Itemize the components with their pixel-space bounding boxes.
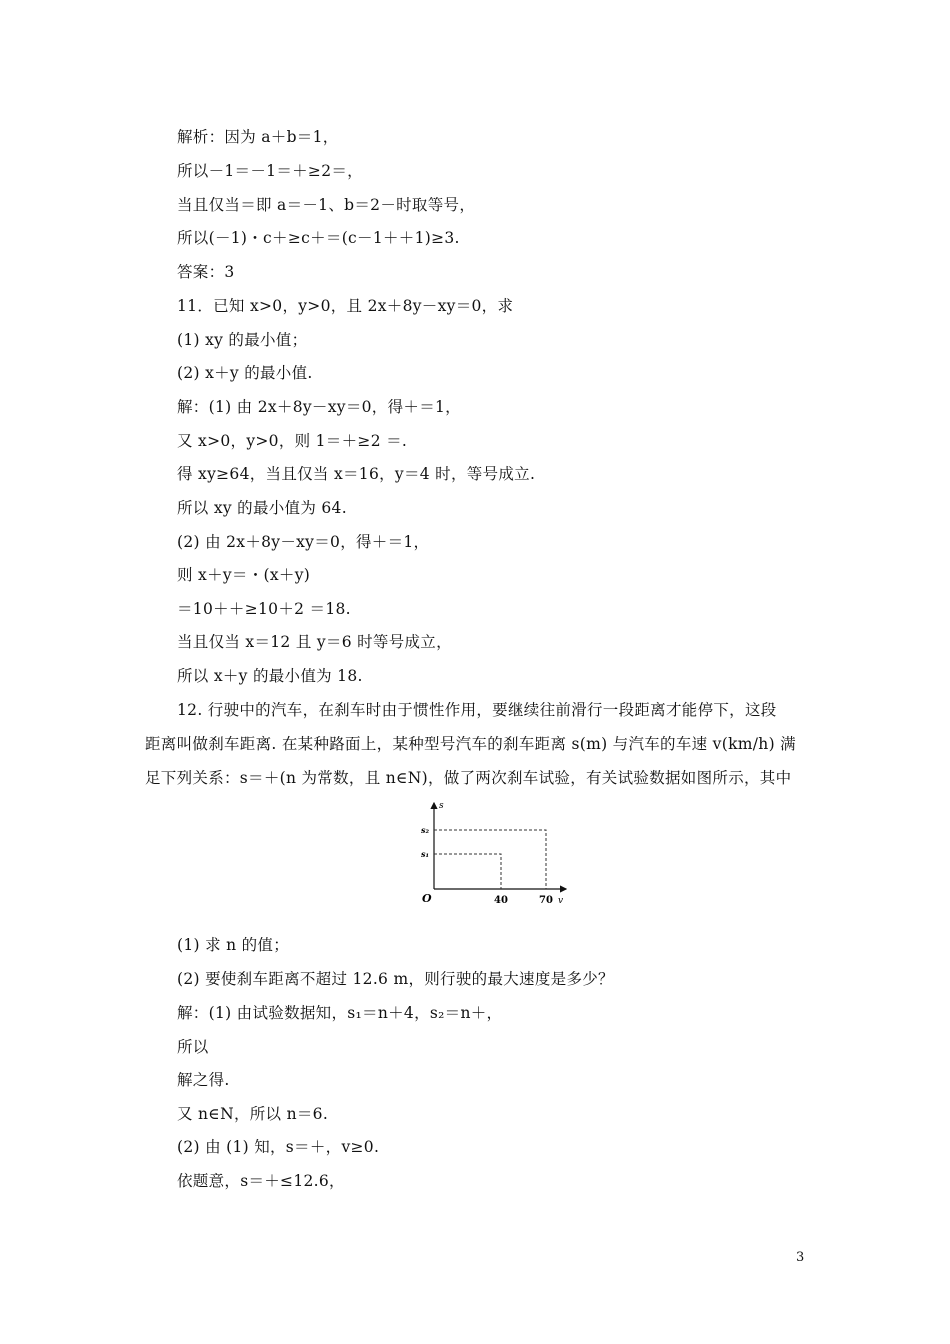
problem-12-statement: 足下列关系：s＝＋(n 为常数，且 n∈N)，做了两次刹车试验，有关试验数据如图所示，其中	[145, 769, 792, 787]
s2-label: s₂	[421, 825, 430, 835]
solution-line: 又 n∈N，所以 n＝6.	[177, 1105, 329, 1123]
solution-line: ＝10＋＋≥10＋2 ＝18.	[177, 600, 351, 618]
s2-dashed-guide	[434, 830, 546, 889]
solution-line: (2) 由 (1) 知，s＝＋，v≥0.	[177, 1138, 380, 1156]
problem-12-statement: 距离叫做刹车距离. 在某种路面上，某种型号汽车的刹车距离 s(m) 与汽车的车速 v(km/h) 满	[145, 735, 796, 753]
problem-12-part-2: (2) 要使刹车距离不超过 12.6 m，则行驶的最大速度是多少？	[177, 970, 614, 988]
problem-11-statement: 11．已知 x>0，y>0，且 2x＋8y－xy＝0，求	[177, 297, 514, 315]
solution-line: 当且仅当 x＝12 且 y＝6 时等号成立，	[177, 633, 452, 651]
problem-12-part-1: (1) 求 n 的值；	[177, 936, 290, 954]
solution-line: 所以	[177, 1038, 209, 1056]
s1-dashed-guide	[434, 854, 501, 889]
y-axis-label: s	[439, 801, 444, 811]
solution-line: 解：(1) 由试验数据知，s₁＝n＋4，s₂＝n＋，	[177, 1004, 503, 1022]
solution-line: 则 x＋y＝・(x＋y)	[177, 566, 311, 584]
solution-line: 解之得.	[177, 1071, 230, 1089]
solution-line: 当且仅当＝即 a＝－1、b＝2－时取等号，	[177, 196, 476, 214]
x-tick-40: 40	[494, 895, 508, 906]
problem-12-statement: 12. 行驶中的汽车，在刹车时由于惯性作用，要继续往前滑行一段距离才能停下，这段	[177, 701, 777, 719]
origin-label: O	[422, 892, 432, 905]
solution-line: 解：(1) 由 2x＋8y－xy＝0，得＋＝1，	[177, 398, 461, 416]
solution-line: 解析：因为 a＋b＝1，	[177, 128, 339, 146]
solution-line: 所以(－1)・c＋≥c＋＝(c－1＋＋1)≥3.	[177, 229, 460, 247]
solution-line: 所以 x＋y 的最小值为 18.	[177, 667, 363, 685]
solution-line: 所以－1＝－1＝＋≥2＝，	[177, 162, 363, 180]
solution-line: (2) 由 2x＋8y－xy＝0，得＋＝1，	[177, 533, 430, 551]
solution-line: 得 xy≥64，当且仅当 x＝16，y＝4 时，等号成立.	[177, 465, 536, 483]
solution-line: 所以 xy 的最小值为 64.	[177, 499, 347, 517]
solution-line: 又 x>0，y>0，则 1＝＋≥2 ＝.	[177, 432, 408, 450]
s1-label: s₁	[421, 849, 430, 859]
problem-11-part-1: (1) xy 的最小值；	[177, 331, 308, 349]
solution-line: 依题意，s＝＋≤12.6，	[177, 1172, 345, 1190]
problem-11-part-2: (2) x＋y 的最小值.	[177, 364, 313, 382]
page-number: 3	[796, 1250, 805, 1265]
x-tick-70: 70	[539, 895, 553, 906]
answer-line: 答案：3	[177, 263, 235, 281]
braking-distance-figure	[410, 795, 575, 907]
x-axis-label: v	[558, 896, 564, 906]
